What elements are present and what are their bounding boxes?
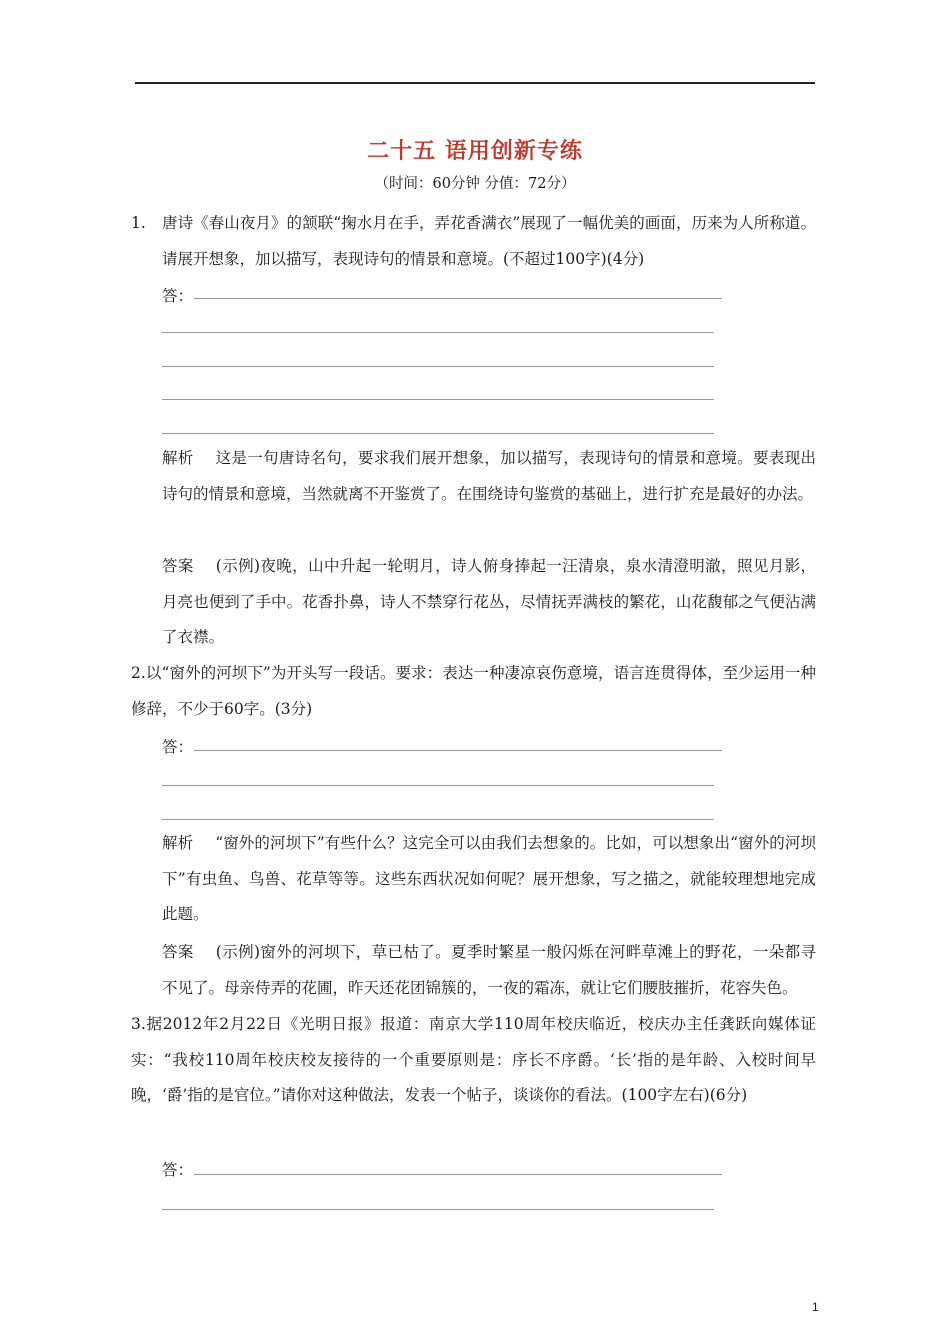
key-text: (示例)夜晚，山中升起一轮明月，诗人俯身捧起一汪清泉，泉水清澄明澈，照见月影，月亮也便到了手中。花香扑鼻，诗人不禁穿行花丛，尽情抚弄满枝的繁花，山花馥郁之气便沾满了衣襟。 [162,557,816,646]
question-1-key [162,549,816,656]
page-subtitle: （时间：60分钟 分值：72分） [374,176,576,192]
question-2-answer-label: 答： [162,738,194,756]
answer-line[interactable] [194,1174,722,1175]
answer-line[interactable] [194,298,722,299]
question-3-prompt: 3.据2012年2月22日《光明日报》报道：南京大学110周年校庆临近，校庆办主任龚跃向媒体证实：“我校110周年校庆校友接待的一个重要原则是：序长不序爵。‘长’指的是年龄、入校时间早晚，‘爵’指的是官位。”请你对这种做法，发表一个帖子，谈谈你的看法。(100字左右)(6分) [131,1015,816,1104]
question-1-prompt: 唐诗《春山夜月》的颔联“掬水月在手，弄花香满衣”展现了一幅优美的画面，历来为人所称道。请展开想象，加以描写，表现诗句的情景和意境。(不超过100字)(4分) [162,214,816,268]
question-2-key [162,935,816,1006]
page-number: 1 [812,1300,819,1314]
answer-line[interactable] [162,399,714,400]
key-label: 答案 [162,943,194,961]
key-text: (示例)窗外的河坝下，草已枯了。夏季时繁星一般闪烁在河畔草滩上的野花，一朵都寻不见了。母亲侍弄的花圃，昨天还花团锦簇的，一夜的霜冻，就让它们腰肢摧折，花容失色。 [162,943,816,997]
answer-line[interactable] [162,366,714,367]
question-2-prompt: 2.以“窗外的河坝下”为开头写一段话。要求：表达一种凄凉哀伤意境，语言连贯得体，至少运用一种修辞，不少于60字。(3分) [131,664,816,718]
question-2-number: 2. [131,664,146,682]
question-1-answer-label: 答： [162,287,194,305]
analysis-label: 解析 [162,834,194,852]
answer-line[interactable] [162,819,714,820]
answer-line[interactable] [162,785,714,786]
page-title: 二十五 语用创新专练 [367,138,583,164]
question-3-answer-label: 答： [162,1161,194,1179]
question-1-analysis [162,441,816,512]
answer-line[interactable] [162,332,714,333]
answer-line[interactable] [162,1209,714,1210]
analysis-label: 解析 [162,449,194,467]
question-3-number: 3. [131,1015,146,1033]
key-label: 答案 [162,557,194,575]
answer-line[interactable] [194,750,722,751]
question-1-number: 1. [131,214,146,232]
analysis-text: 这是一句唐诗名句，要求我们展开想象，加以描写，表现诗句的情景和意境。要表现出诗句的情景和意境，当然就离不开鉴赏了。在围绕诗句鉴赏的基础上，进行扩充是最好的办法。 [162,449,816,503]
answer-line[interactable] [162,433,714,434]
analysis-text: “窗外的河坝下”有些什么？这完全可以由我们去想象的。比如，可以想象出“窗外的河坝下”有虫鱼、鸟兽、花草等等。这些东西状况如何呢？展开想象，写之描之，就能较理想地完成此题。 [162,834,816,923]
top-rule [135,82,815,84]
question-2-analysis [162,826,816,933]
